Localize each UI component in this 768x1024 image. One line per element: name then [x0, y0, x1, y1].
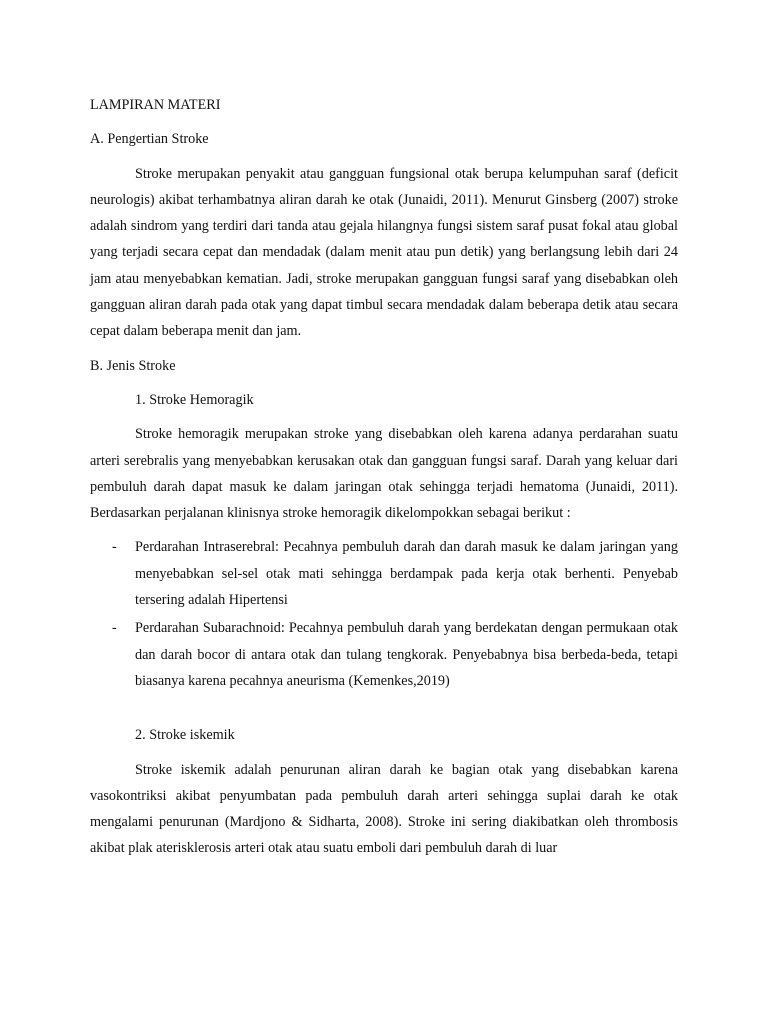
document-title: LAMPIRAN MATERI [90, 97, 221, 113]
section-a-paragraph: Stroke merupakan penyakit atau gangguan fungsional otak berupa kelumpuhan saraf (deficit neurologis) akibat terhambatnya aliran darah ke otak (Junaidi, 2011). Menurut Ginsberg (2007) stroke adalah sindrom yang terdiri dari tanda atau gejala hilangnya fungsi sistem saraf pusat fokal atau global yang terjadi secara cepat dan mendadak (dalam menit atau pun detik) yang berlangsung lebih dari 24 jam atau menyebabkan kematian. Jadi, stroke merupakan gangguan fungsi saraf yang disebabkan oleh gangguan aliran darah pada otak yang dapat timbul secara mendadak dalam beberapa detik atau secara cepat dalam beberapa menit dan jam. [90, 165, 678, 340]
list-item [90, 615, 678, 694]
dash-bullet: - [112, 539, 117, 556]
subsection-iskemik-paragraph: Stroke iskemik adalah penurunan aliran darah ke bagian otak yang disebabkan karena vasokontriksi akibat penyumbatan pada pembuluh darah arteri sehingga suplai darah ke otak mengalami penurunan (Mardjono & Sidharta, 2008). Stroke ini sering diakibatkan oleh thrombosis akibat plak aterisklerosis arteri otak atau suatu emboli dari pembuluh darah di luar [90, 761, 678, 857]
section-b-heading: B. Jenis Stroke [90, 357, 176, 374]
subsection-hemoragik-heading: 1. Stroke Hemoragik [135, 391, 254, 408]
section-a-heading: A. Pengertian Stroke [90, 131, 209, 148]
subsection-hemoragik-paragraph: Stroke hemoragik merupakan stroke yang disebabkan oleh karena adanya perdarahan suatu arteri serebralis yang menyebabkan kerusakan otak dan gangguan fungsi saraf. Darah yang keluar dari pembuluh darah dapat masuk ke dalam jaringan otak sehingga terjadi hematoma (Junaidi, 2011). Berdasarkan perjalanan klinisnya stroke hemoragik dikelompokkan sebagai berikut : [90, 426, 678, 522]
list-item-text: Perdarahan Subarachnoid: Pecahnya pembuluh darah yang berdekatan dengan permukaan otak dan darah bocor di antara otak dan tulang tengkorak. Penyebabnya bisa berbeda-beda, tetapi biasanya karena pecahnya aneurisma (Kemenkes,2019) [135, 620, 678, 689]
subsection-iskemik-heading: 2. Stroke iskemik [135, 727, 235, 744]
list-item-text: Perdarahan Intraserebral: Pecahnya pembuluh darah dan darah masuk ke dalam jaringan yang menyebabkan sel-sel otak mati sehingga berdampak pada kerja otak berhenti. Penyebab tersering adalah Hipertensi [135, 539, 678, 609]
list-item [90, 534, 678, 613]
dash-bullet: - [112, 620, 117, 637]
blank-line [90, 702, 678, 722]
document-page [90, 92, 678, 870]
hemoragik-list [90, 534, 678, 694]
